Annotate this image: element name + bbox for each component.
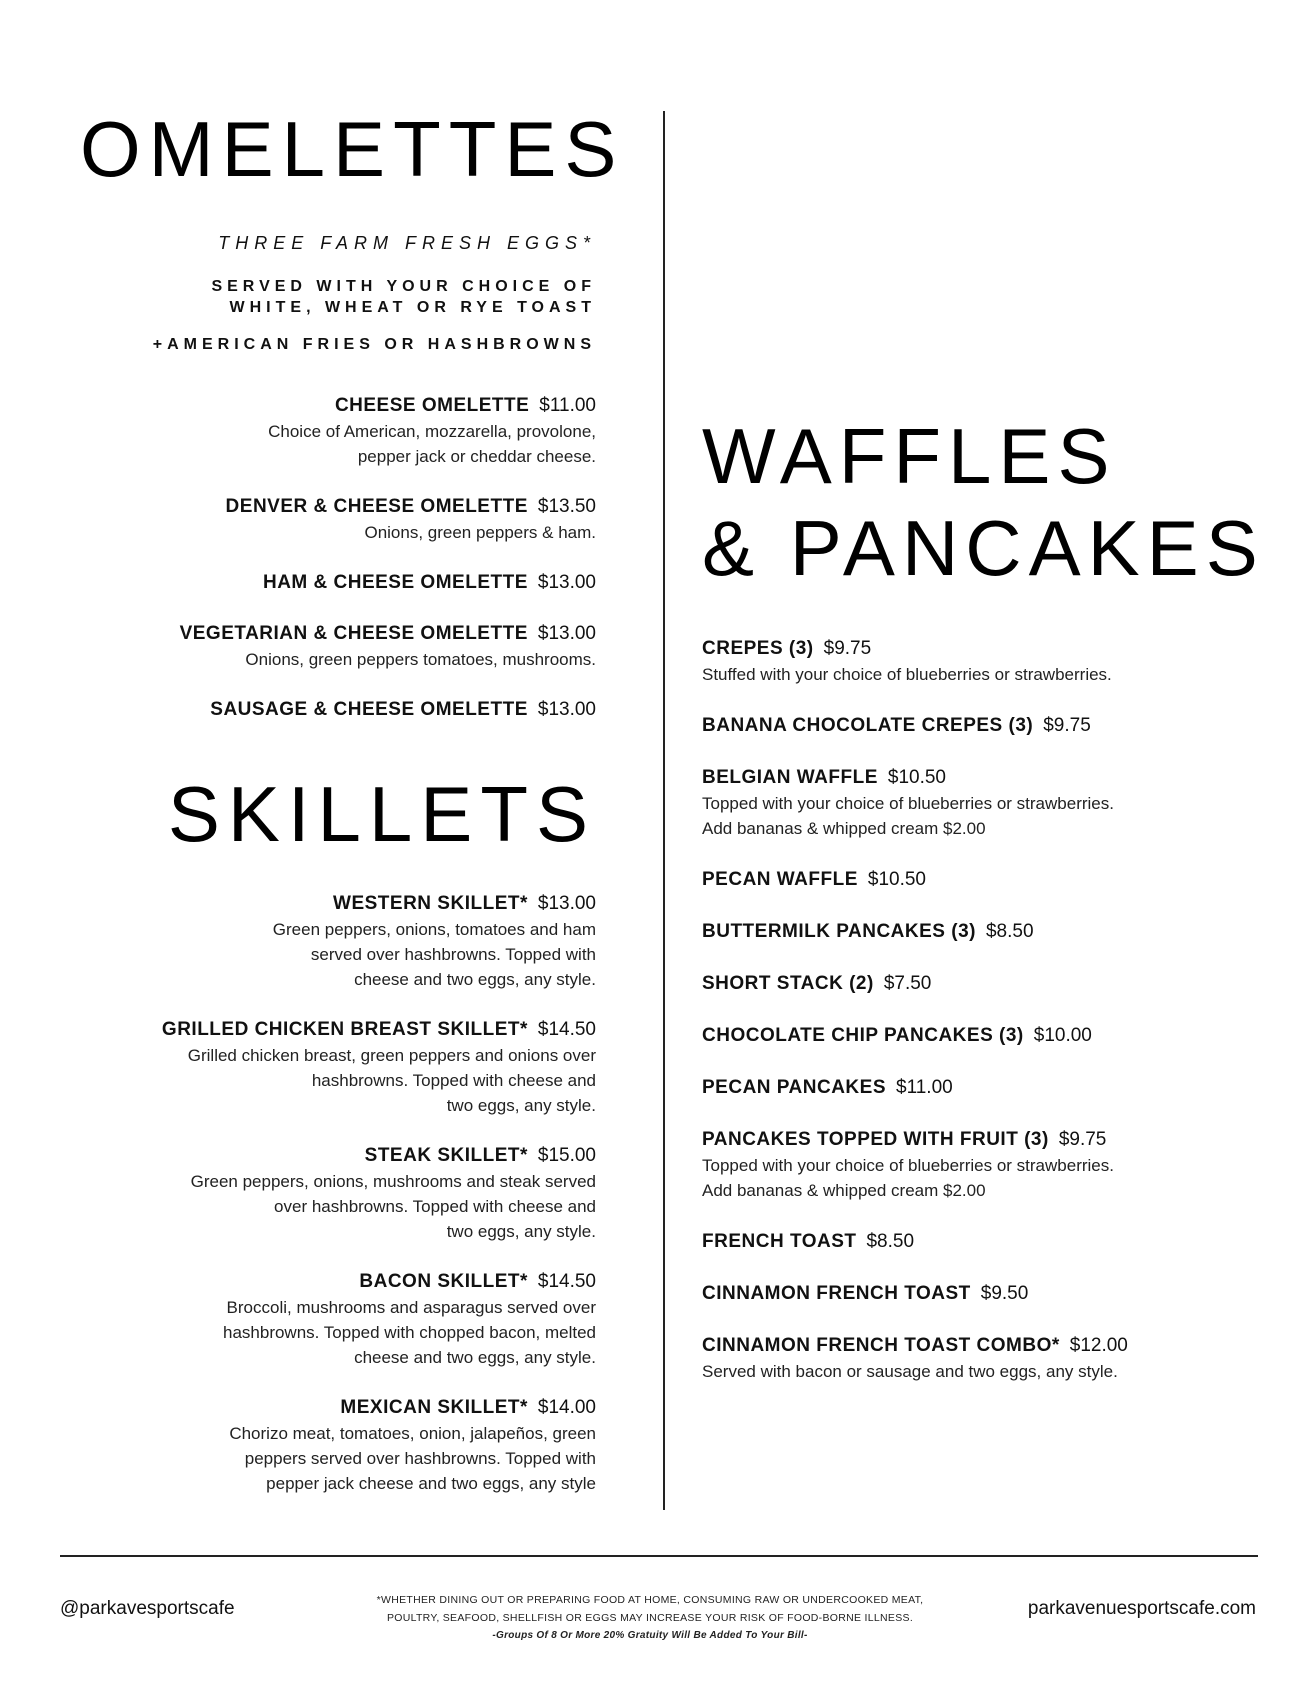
menu-item-description: Grilled chicken breast, green peppers and onions over [187, 1046, 596, 1065]
menu-item-name: CHOCOLATE CHIP PANCAKES (3) [702, 1025, 1024, 1046]
skillets-list [80, 891, 596, 1496]
menu-item [702, 1229, 1282, 1255]
menu-item-description: cheese and two eggs, any style. [354, 1348, 596, 1367]
menu-item-description: Add bananas & whipped cream $2.00 [702, 819, 986, 838]
disclaimer-line: POULTRY, SEAFOOD, SHELLFISH OR EGGS MAY INCREASE YOUR RISK OF FOOD-BORNE ILLNESS. [386, 1612, 914, 1624]
menu-item-description: two eggs, any style. [446, 1096, 596, 1115]
menu-item-header [702, 1075, 1282, 1101]
menu-item-description: Onions, green peppers & ham. [364, 523, 596, 542]
menu-item-name: BACON SKILLET* [359, 1271, 528, 1292]
gratuity-note: -Groups Of 8 Or More 20% Gratuity Will Be Added To Your Bill- [492, 1630, 808, 1641]
menu-item-header [702, 765, 1282, 791]
menu-item [702, 765, 1282, 841]
menu-item-description: Add bananas & whipped cream $2.00 [702, 1181, 986, 1200]
menu-item [80, 1017, 596, 1118]
menu-item-description: Chorizo meat, tomatoes, onion, jalapeños, green [229, 1424, 596, 1443]
website-link[interactable]: parkavenuesportscafe.com [1027, 1598, 1256, 1619]
omelettes-tagline-served [80, 276, 596, 318]
right-column [702, 410, 1282, 1410]
menu-item [702, 713, 1282, 739]
menu-item-header [80, 570, 596, 596]
menu-item-description: Green peppers, onions, mushrooms and steak served [190, 1172, 596, 1191]
menu-item-header [702, 1229, 1282, 1255]
menu-item-description: Topped with your choice of blueberries or strawberries. [702, 794, 1114, 813]
menu-item [80, 570, 596, 596]
waffles-title-line: WAFFLES [702, 412, 1117, 500]
menu-item [80, 1143, 596, 1244]
menu-item-description: pepper jack or cheddar cheese. [357, 447, 596, 466]
menu-item-name: DENVER & CHEESE OMELETTE [225, 496, 528, 517]
menu-item-name: BANANA CHOCOLATE CREPES (3) [702, 715, 1034, 736]
menu-item-header [80, 494, 596, 520]
menu-item-description: Served with bacon or sausage and two eggs, any style. [702, 1362, 1118, 1381]
menu-item-price: $10.00 [1033, 1025, 1092, 1046]
menu-item-price: $9.75 [1043, 715, 1091, 736]
menu-item [702, 636, 1282, 687]
menu-item-name: STEAK SKILLET* [364, 1145, 528, 1166]
menu-item-price: $9.50 [980, 1283, 1029, 1304]
menu-item [702, 1127, 1282, 1203]
menu-item [80, 891, 596, 992]
menu-item-header [80, 1395, 596, 1421]
omelettes-tagline-served-line: WHITE, WHEAT OR RYE TOAST [229, 299, 596, 316]
menu-item [80, 494, 596, 545]
omelettes-tagline-eggs: THREE FARM FRESH EGGS* [218, 233, 596, 253]
menu-item-description: over hashbrowns. Topped with cheese and [274, 1197, 596, 1216]
menu-item-header [80, 1269, 596, 1295]
footer-divider [60, 1555, 1258, 1557]
menu-item-header [702, 1023, 1282, 1049]
menu-item [80, 393, 596, 469]
social-handle[interactable]: @parkavesportscafe [60, 1598, 235, 1619]
menu-item-price: $13.00 [537, 572, 596, 593]
menu-item-price: $14.50 [537, 1019, 596, 1040]
omelettes-tagline-served-line: SERVED WITH YOUR CHOICE OF [211, 278, 596, 295]
menu-item [80, 621, 596, 672]
menu-item-header [702, 1333, 1282, 1359]
menu-item-price: $14.50 [537, 1271, 596, 1292]
menu-item-price: $15.00 [537, 1145, 596, 1166]
menu-item-name: PECAN WAFFLE [702, 869, 858, 890]
menu-item [702, 1281, 1282, 1307]
menu-item-header [80, 393, 596, 419]
menu-item-header [702, 1281, 1282, 1307]
menu-item-name: MEXICAN SKILLET* [340, 1397, 528, 1418]
menu-item-name: PECAN PANCAKES [702, 1077, 887, 1098]
menu-item [80, 1395, 596, 1496]
menu-item-description: Onions, green peppers tomatoes, mushrooms. [245, 650, 596, 669]
menu-item-name: VEGETARIAN & CHEESE OMELETTE [179, 623, 528, 644]
menu-item-description: served over hashbrowns. Topped with [310, 945, 596, 964]
menu-item-description: Stuffed with your choice of blueberries or strawberries. [702, 665, 1112, 684]
menu-item-price: $9.75 [1058, 1129, 1107, 1150]
menu-item-description: Topped with your choice of blueberries or strawberries. [702, 1156, 1114, 1175]
left-column [80, 105, 625, 1521]
menu-item-price: $10.50 [867, 869, 927, 890]
menu-item-price: $13.50 [537, 496, 596, 517]
waffles-title [702, 410, 1282, 594]
waffles-list [702, 636, 1282, 1384]
menu-item [80, 697, 596, 723]
menu-item-header [702, 971, 1282, 997]
menu-item-price: $11.00 [896, 1077, 953, 1098]
column-divider [663, 111, 665, 1510]
menu-item-description: hashbrowns. Topped with chopped bacon, melted [223, 1323, 596, 1342]
menu-item [702, 867, 1282, 893]
menu-item-header [80, 697, 596, 723]
menu-item-price: $13.00 [537, 623, 596, 644]
menu-item-price: $11.00 [539, 395, 596, 416]
menu-item-name: CREPES (3) [702, 638, 814, 659]
menu-item-name: FRENCH TOAST [702, 1231, 857, 1252]
menu-item-name: WESTERN SKILLET* [333, 893, 528, 914]
menu-item-price: $13.00 [537, 699, 596, 720]
menu-item-header [702, 1127, 1282, 1153]
menu-item-description: hashbrowns. Topped with cheese and [311, 1071, 596, 1090]
menu-item-name: PANCAKES TOPPED WITH FRUIT (3) [702, 1129, 1049, 1150]
menu-item-name: GRILLED CHICKEN BREAST SKILLET* [161, 1019, 528, 1040]
menu-item-name: SAUSAGE & CHEESE OMELETTE [210, 699, 528, 720]
menu-item-price: $10.50 [887, 767, 947, 788]
menu-item [702, 919, 1282, 945]
omelettes-list [80, 393, 596, 723]
menu-item [702, 1333, 1282, 1384]
food-safety-disclaimer [340, 1591, 960, 1645]
omelettes-tagline-sides: +AMERICAN FRIES OR HASHBROWNS [152, 336, 596, 353]
menu-item-name: CINNAMON FRENCH TOAST [702, 1283, 971, 1304]
menu-item-name: CHEESE OMELETTE [334, 395, 530, 416]
menu-item-header [80, 621, 596, 647]
menu-item [80, 1269, 596, 1370]
menu-item-name: BELGIAN WAFFLE [702, 767, 878, 788]
menu-item-description: pepper jack cheese and two eggs, any style [266, 1474, 596, 1493]
menu-item-price: $7.50 [883, 973, 932, 994]
menu-item [702, 1023, 1282, 1049]
menu-item [702, 1075, 1282, 1101]
menu-item-description: two eggs, any style. [446, 1222, 596, 1241]
omelettes-title: OMELETTES [80, 105, 625, 193]
menu-item-description: cheese and two eggs, any style. [354, 970, 596, 989]
menu-item-name: CINNAMON FRENCH TOAST COMBO* [702, 1335, 1060, 1356]
menu-item-description: Broccoli, mushrooms and asparagus served over [226, 1298, 596, 1317]
menu-item [702, 971, 1282, 997]
menu-item-header [80, 891, 596, 917]
menu-item-price: $9.75 [823, 638, 872, 659]
disclaimer-line: *WHETHER DINING OUT OR PREPARING FOOD AT HOME, CONSUMING RAW OR UNDERCOOKED MEAT, [376, 1594, 924, 1606]
menu-item-description: peppers served over hashbrowns. Topped with [244, 1449, 596, 1468]
menu-item-price: $8.50 [866, 1231, 915, 1252]
menu-item-price: $8.50 [985, 921, 1034, 942]
menu-item-price: $14.00 [537, 1397, 596, 1418]
waffles-title-line: & PANCAKES [702, 504, 1265, 592]
menu-item-header [80, 1017, 596, 1043]
menu-item-name: HAM & CHEESE OMELETTE [262, 572, 528, 593]
skillets-title: SKILLETS [167, 770, 596, 858]
menu-item-header [702, 867, 1282, 893]
menu-item-header [702, 919, 1282, 945]
menu-item-header [80, 1143, 596, 1169]
menu-item-header [702, 636, 1282, 662]
menu-item-description: Green peppers, onions, tomatoes and ham [272, 920, 596, 939]
menu-item-price: $12.00 [1069, 1335, 1128, 1356]
menu-item-description: Choice of American, mozzarella, provolone, [268, 422, 596, 441]
menu-item-name: BUTTERMILK PANCAKES (3) [702, 921, 976, 942]
menu-item-name: SHORT STACK (2) [702, 973, 874, 994]
menu-item-header [702, 713, 1282, 739]
menu-item-price: $13.00 [537, 893, 596, 914]
